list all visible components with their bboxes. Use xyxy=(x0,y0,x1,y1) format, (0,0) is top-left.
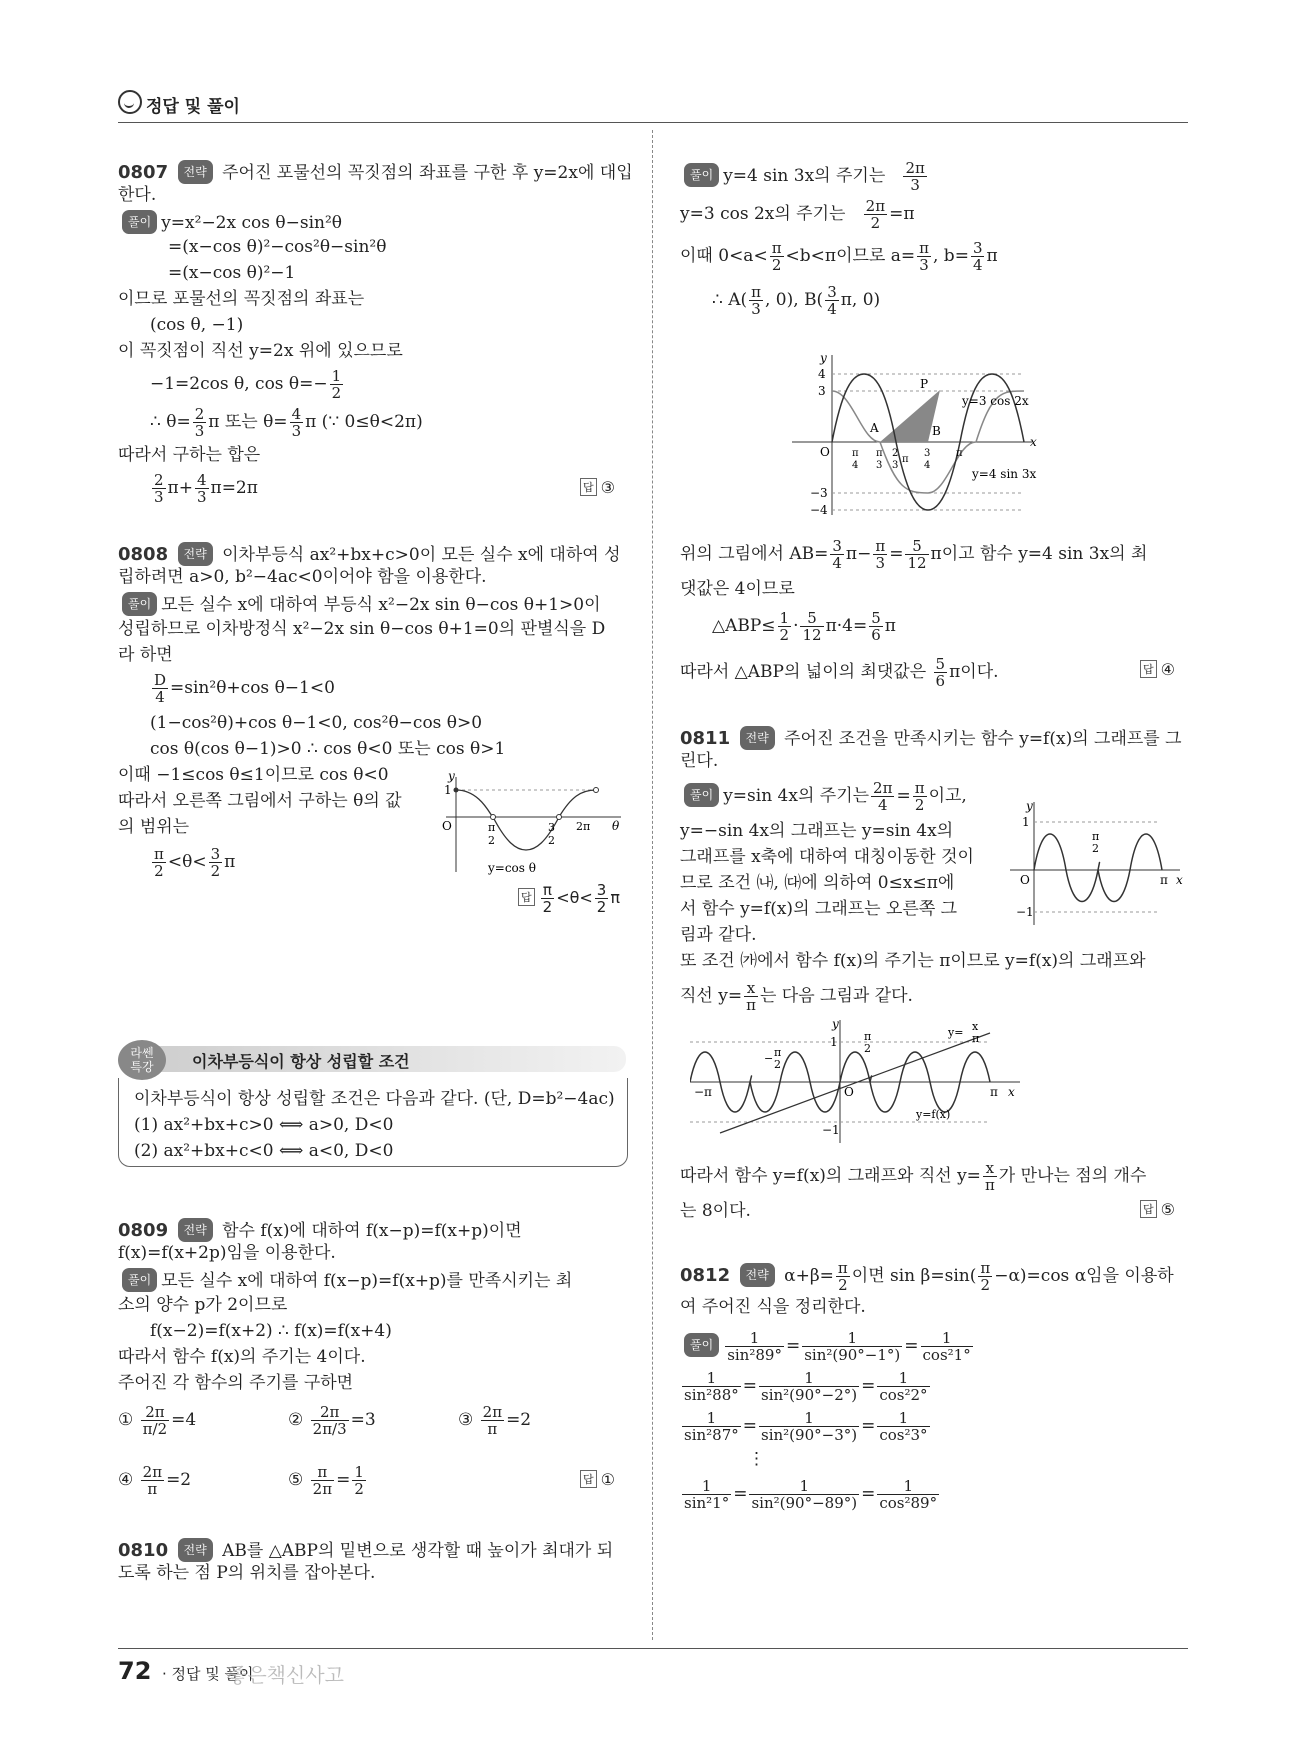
label-4: 4 xyxy=(818,367,826,381)
footer-label: · 정답 및 풀이 xyxy=(162,1665,254,1683)
problem-0809-strategy: 0809 전략 함수 f(x)에 대하여 f(x−p)=f(x+p)이면 xyxy=(118,1220,522,1241)
page-header xyxy=(118,86,1188,123)
origin-label: O xyxy=(442,819,452,833)
equation-line: −1=2cos θ, cos θ=− $\frac{1}{2}$ xyxy=(150,367,342,402)
two-label-2: 2 xyxy=(548,834,555,847)
neg-pi-half-num: π xyxy=(774,1046,782,1059)
pi-label: π xyxy=(990,1085,998,1099)
trig-graph-0810 xyxy=(792,350,1062,520)
line-label-den: π xyxy=(972,1032,980,1045)
tick-3-4-den: 4 xyxy=(924,460,931,471)
option-5: ⑤ $\frac{\pi}{2\pi}$ = $\frac{1}{2}$ xyxy=(288,1463,364,1498)
neg1-label: −1 xyxy=(1016,905,1034,919)
problem-number: 0807 xyxy=(118,162,169,183)
option-4: ④ $\frac{2\pi}{\pi}$ =2 xyxy=(118,1463,192,1498)
end-point xyxy=(594,788,599,793)
graph-f-and-line xyxy=(690,1018,1130,1148)
answer-0807: 답 ③ xyxy=(580,478,615,497)
start-point xyxy=(454,788,459,793)
point-P: P xyxy=(920,377,929,391)
line-label-num: x xyxy=(972,1020,979,1033)
pi-half-num: π xyxy=(1092,830,1100,843)
answer-0809: 답 ① xyxy=(580,1470,615,1489)
open-point-three-pi-half xyxy=(557,815,562,820)
two-pi-label: 2π xyxy=(576,820,591,833)
label-3: 3 xyxy=(818,384,826,398)
y-label: y xyxy=(448,772,455,783)
problem-0807-strategy: 0807 전략 주어진 포물선의 꼭짓점의 좌표를 구한 후 y=2x에 대입 xyxy=(118,162,633,183)
option-3: ③ $\frac{2\pi}{\pi}$ =2 xyxy=(458,1403,532,1438)
pi-label: π xyxy=(488,821,496,834)
y-label: y xyxy=(820,351,827,365)
problem-0811-strategy: 0811 전략 주어진 조건을 만족시키는 함수 y=f(x)의 그래프를 그 xyxy=(680,728,1182,749)
tick-2-3-pi: π xyxy=(902,454,909,465)
theta-range: $\frac{\pi}{2}$ <θ< $\frac{3}{2}$ π xyxy=(154,845,236,880)
sum-result: $\frac{2}{3}$ π+ $\frac{4}{3}$ π=2π xyxy=(154,471,258,506)
problem-0808-strategy: 0808 전략 이차부등식 ax²+bx+c>0이 모든 실수 x에 대하여 성 xyxy=(118,544,621,565)
tick-pi-over-3-den: 3 xyxy=(876,460,883,471)
answer-0808: 답 $\frac{\pi}{2}$ <θ< $\frac{3}{2}$ π xyxy=(518,882,620,915)
x-label: x xyxy=(1176,873,1183,887)
answer-0811: 답 ⑤ xyxy=(1140,1200,1175,1219)
problem-0812-strategy: 0812 전략 α+β= $\frac{\pi}{2}$ 이면 sin β=sin( $\frac{\pi}{2}$ −α)=cos α임을 이용하 xyxy=(680,1259,1174,1294)
neg-sign: − xyxy=(764,1052,774,1065)
watermark: 좋은책신사고 xyxy=(228,1663,344,1687)
one-label: 1 xyxy=(444,783,452,797)
pi-half-den: 2 xyxy=(864,1042,871,1055)
tick-pi-over-4-den: 4 xyxy=(852,460,859,471)
tick-2-3-den: 3 xyxy=(892,460,899,471)
pi-label: π xyxy=(1160,873,1168,887)
pi-half-den: 2 xyxy=(1092,842,1099,855)
identity-row-1: 풀이 $\frac{1}{\text{sin²89°}}$ = $\frac{1}{\text{sin²(90°−1°)}}$ = $\frac{1}{\text{cos²1°}}$ xyxy=(680,1330,975,1363)
one-label: 1 xyxy=(830,1035,838,1049)
cos-graph xyxy=(436,772,626,882)
neg-pi-label: −π xyxy=(694,1085,712,1099)
tick-3-4-num: 3 xyxy=(924,448,931,459)
origin-label: O xyxy=(1020,873,1030,887)
cos-curve xyxy=(456,790,596,850)
triangle-ABP xyxy=(880,390,940,442)
y-label: y xyxy=(832,1018,839,1031)
neg-pi-half-den: 2 xyxy=(774,1058,781,1071)
tip-box: 이차부등식이 항상 성립할 조건 라쎈 특강 이차부등식이 항상 성립할 조건은 다음과 같다. (단, D=b²−4ac) (1) ax²+bx+c>0 ⟺ a>0, D<0 (2) ax²+bx+c<0 ⟺ a<0, D<0 xyxy=(118,1040,626,1170)
tick-pi-over-3-num: π xyxy=(876,448,883,459)
option-1: ① $\frac{2\pi}{\pi/2}$ =4 xyxy=(118,1403,197,1438)
graph-f-0-to-pi xyxy=(1010,800,1188,930)
discriminant-line: $\frac{D}{4}$ =sin²θ+cos θ−1<0 xyxy=(154,671,335,706)
theta-label: θ xyxy=(612,819,620,833)
open-point-pi-half xyxy=(491,815,496,820)
theta-solution: ∴ θ= $\frac{2}{3}$ π 또는 θ= $\frac{4}{3}$ π (∵ 0≤θ<2π) xyxy=(150,405,423,440)
identity-row-3: $\frac{1}{\text{sin²87°}}$ = $\frac{1}{\text{sin²(90°−3°)}}$ = $\frac{1}{\text{cos²3°}}$ xyxy=(684,1409,928,1444)
y-label: y xyxy=(1026,800,1033,813)
label-neg4: −4 xyxy=(810,503,828,517)
neg1-label: −1 xyxy=(822,1123,840,1137)
three-label: 3 xyxy=(548,821,555,834)
tip-title: 이차부등식이 항상 성립할 조건 xyxy=(192,1052,410,1071)
page-footer xyxy=(118,1648,1188,1689)
pi-half-num: π xyxy=(864,1030,872,1043)
point-A: A xyxy=(870,421,879,435)
identity-row-2: $\frac{1}{\text{sin²88°}}$ = $\frac{1}{\text{sin²(90°−2°)}}$ = $\frac{1}{\text{cos²2°}}$ xyxy=(684,1369,928,1404)
one-label: 1 xyxy=(1022,815,1030,829)
option-2: ② $\frac{2\pi}{2\pi/3}$ =3 xyxy=(288,1403,376,1438)
identity-row-4: $\frac{1}{\text{sin²1°}}$ = $\frac{1}{\text{sin²(90°−89°)}}$ = $\frac{1}{\text{cos²89°}}$ xyxy=(684,1477,938,1512)
x-label: x xyxy=(1008,1085,1015,1099)
origin-label: O xyxy=(844,1085,854,1099)
line-label: y= xyxy=(948,1026,964,1039)
answer-0810: 답 ④ xyxy=(1140,660,1175,679)
column-divider xyxy=(652,130,653,1640)
tick-2-3-num: 2 xyxy=(892,448,899,459)
label-neg3: −3 xyxy=(810,486,828,500)
tick-pi: π xyxy=(956,448,963,459)
f-label: y=f(x) xyxy=(916,1108,951,1121)
header-title: 정답 및 풀이 xyxy=(146,97,240,117)
solution-tag: 풀이 xyxy=(122,210,157,234)
curve-label: y=cos θ xyxy=(488,861,536,875)
problem-0810-strategy: 0810 전략 AB를 △ABP의 밑변으로 생각할 때 높이가 최대가 되 xyxy=(118,1540,614,1561)
sin-label: y=4 sin 3x xyxy=(972,467,1037,481)
x-label: x xyxy=(1030,435,1037,449)
smiley-icon xyxy=(118,90,142,114)
tip-badge: 라쎈 특강 xyxy=(118,1040,166,1080)
cos-label: y=3 cos 2x xyxy=(962,394,1029,408)
origin-label: O xyxy=(820,445,830,459)
strategy-tag: 전략 xyxy=(178,160,213,184)
point-B: B xyxy=(932,424,941,438)
page-number: 72 xyxy=(118,1657,152,1685)
two-label: 2 xyxy=(488,834,495,847)
tick-pi-over-4-num: π xyxy=(852,448,859,459)
vertical-ellipsis: ⋮ xyxy=(748,1449,765,1469)
